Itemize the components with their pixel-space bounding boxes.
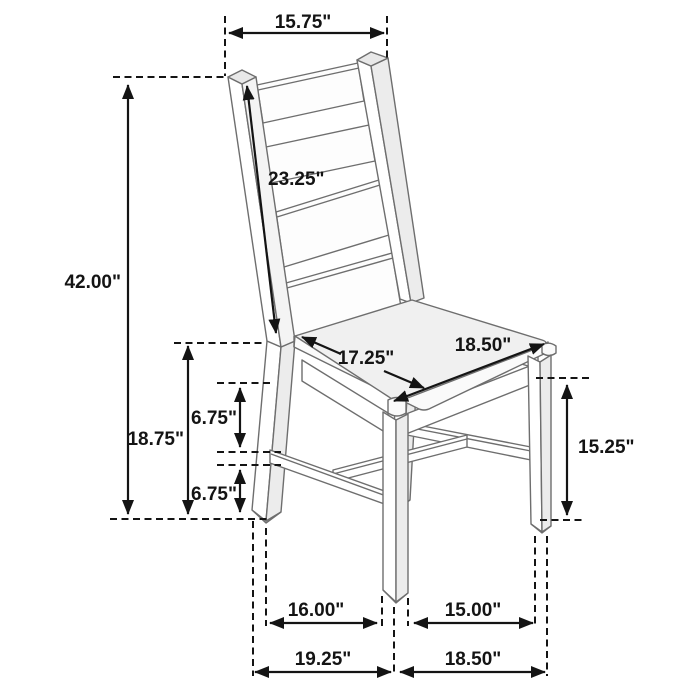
chair-rear-left-leg [252,341,295,523]
label-overall-height: 42.00" [64,272,121,293]
label-seat-to-stretcher: 6.75" [191,408,237,429]
chair-drawing [228,52,556,603]
label-stretcher-span-side: 16.00" [287,600,345,621]
label-front-leg-height: 15.25" [578,437,635,458]
label-back-length: 23.25" [268,169,325,190]
label-seat-height: 18.75" [127,429,184,450]
label-stretcher-to-floor: 6.75" [191,484,237,505]
label-seat-width: 18.50" [454,335,512,356]
label-footprint-depth: 19.25" [294,649,352,670]
label-top-width: 15.75" [274,12,332,33]
label-footprint-width: 18.50" [444,649,502,670]
label-stretcher-span-front: 15.00" [444,600,502,621]
label-seat-depth: 17.25" [337,348,395,369]
chair-front-left-leg [383,412,408,603]
chair-left-stretcher [270,450,390,506]
chair-front-right-leg [528,355,551,533]
